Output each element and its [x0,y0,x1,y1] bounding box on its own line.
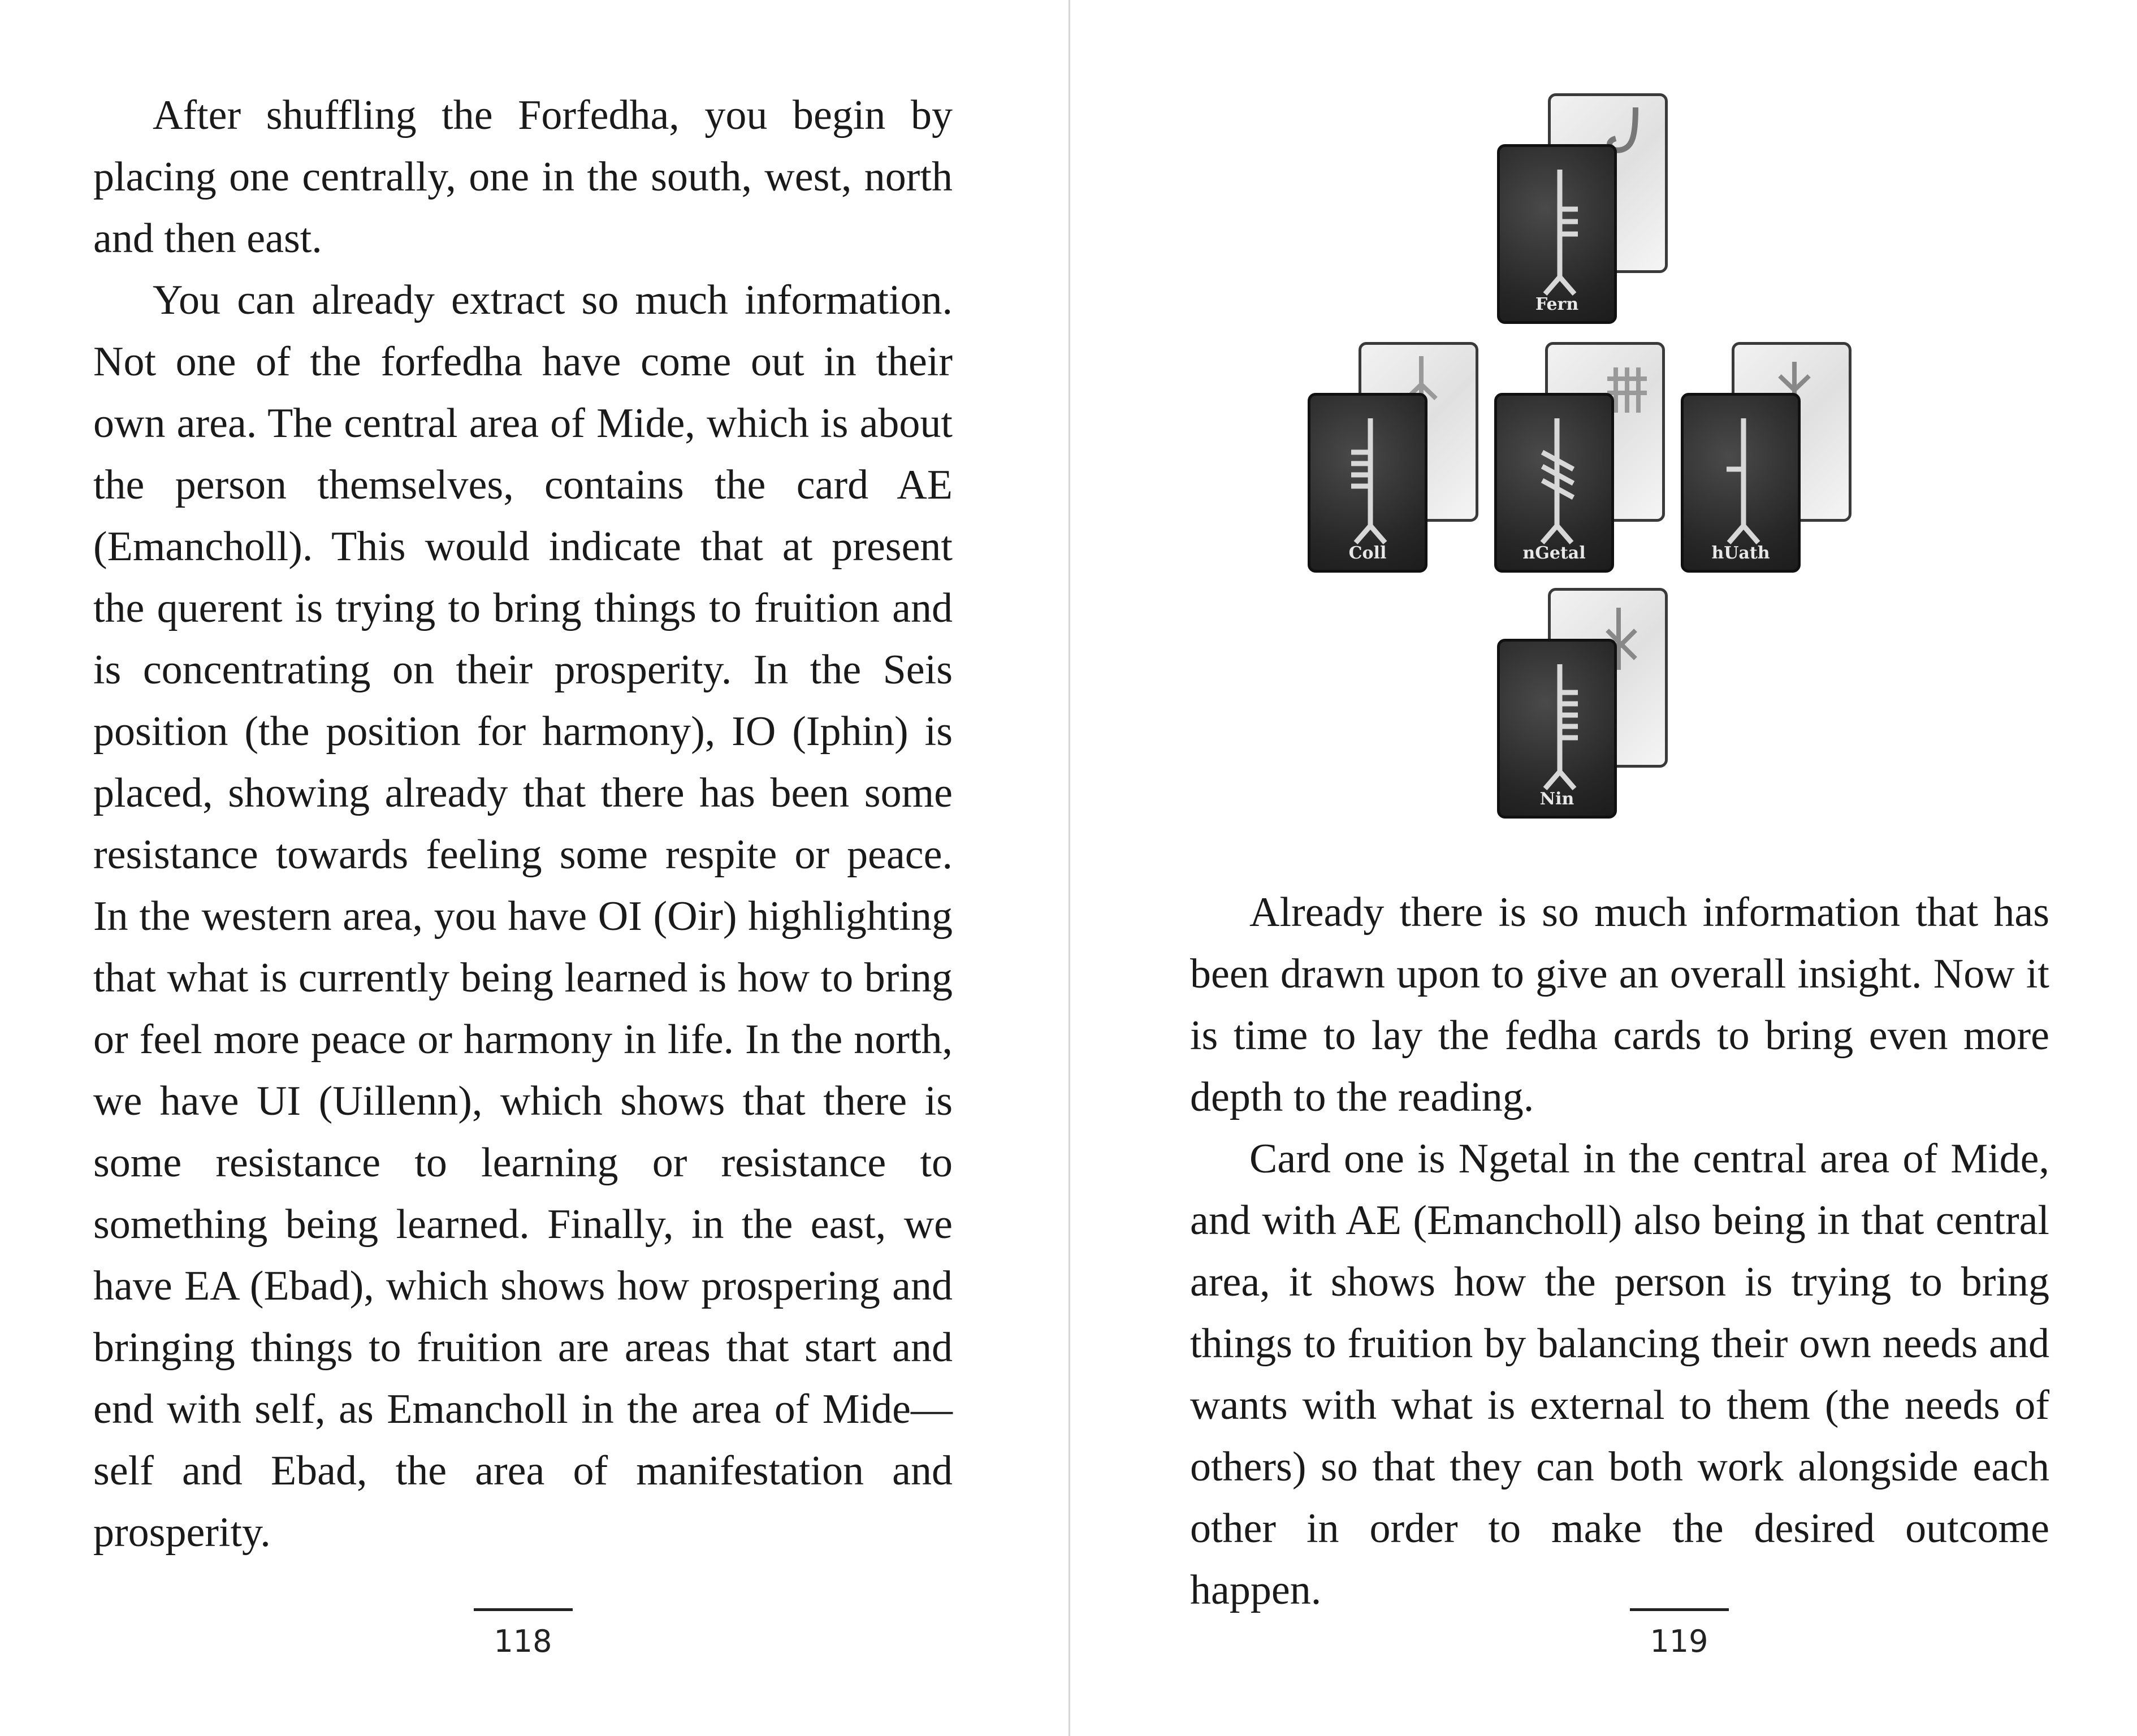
card-label: nGetal [1522,543,1586,563]
card-label: Nin [1539,789,1574,809]
paragraph: Card one is Ngetal in the central area of Mide, and with AE (Emancholl) also being in that central area, it shows how the person is trying to bring things to fruition by balancing their own needs and wants with what is external to them (the needs of others) so that they can both work alongside each other in order to make the desired outcome happen. [1190,1136,2049,1613]
card-label: Fern [1535,295,1579,314]
card-nin [1497,639,1617,819]
card-huath [1681,393,1801,573]
card-ngetal [1494,393,1614,573]
paragraph: You can already extract so much information. Not one of the forfedha have come out in their own area. The central area of Mide, which is about the person themselves, contains the card AE (Emancholl). This would indicate that at present the querent is trying to bring things to fruition and is concentrating on their prosperity. In the Seis position (the position for harmony), IO (Iphin) is placed, showing already that there has been some resistance towards feeling some respite or peace. In the western area, you have OI (Oir) highlighting that what is currently being learned is how to bring or feel more peace or harmony in life. In the north, we have UI (Uillenn), which shows that there is some resistance to learning or resistance to something being learned. Finally, in the east, we have EA (Ebad), which shows how prospering and bringing things to fruition are areas that start and end with self, as Emancholl in the area of Mide—self and Ebad, the area of manifestation and prosperity. [93,277,953,1556]
card-label: Coll [1348,543,1387,563]
left-page-text [93,85,953,1564]
paragraph: Already there is so much information that has been drawn upon to give an overall insight. Now it is time to lay the fedha cards to bring even more depth to the reading. [1190,889,2049,1120]
right-page [1070,0,2137,1736]
card-spread-figure [1348,88,1901,822]
page-number: 119 [1650,1624,1708,1659]
folio-rule [1630,1608,1729,1611]
card-coll [1308,393,1427,573]
card-fern [1497,144,1617,324]
right-page-text [1190,882,2049,1621]
page-number: 118 [494,1624,552,1659]
card-label: hUath [1711,543,1770,563]
paragraph: After shuffling the Forfedha, you begin by placing one centrally, one in the south, west, north and then east. [93,92,953,262]
folio-rule [474,1608,573,1611]
left-page [0,0,1068,1736]
